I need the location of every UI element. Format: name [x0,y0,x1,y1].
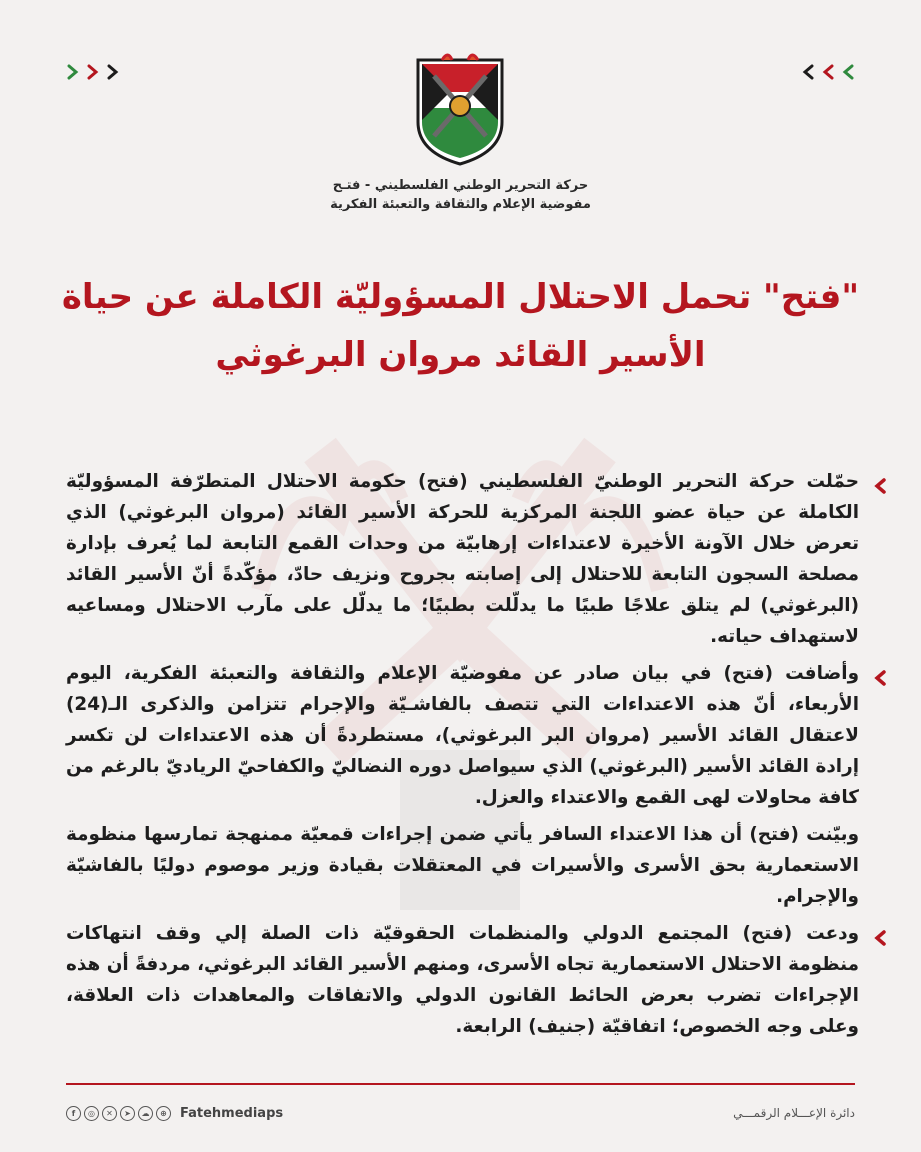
web-icon[interactable]: ⊕ [156,1106,171,1121]
chevron-red-icon [86,64,100,80]
chevron-black-icon [801,64,815,80]
instagram-icon[interactable]: ◎ [84,1106,99,1121]
statement-body [66,466,887,1048]
paragraph-2 [66,658,887,813]
chevron-red-icon [821,64,835,80]
paragraph-1-text: حمّلت حركة التحرير الوطنيّ الفلسطيني (فتح) حكومة الاحتلال المتطرّفة المسؤوليّة الكاملة عن حياة عضو اللجنة المركزية للحركة الأسير القائد (مروان البرغوثي) الذي تعرض خلال الآونة الأخيرة لاعتداءات إرهابيّة من وحدات القمع التابعة لما يُعرف بإدارة مصلحة السجون التابعة للاحتلال إلى إصابته بجروح ونزيف حادّ، مؤكّدةً أنّ الأسير القائد (البرغوثي) لم يتلق علاجًا طبيًا ما يدلّلت بطبيًا؛ ما يدلّل على مآرب الاحتلال ومساعيه لاستهداف حياته. [66,471,859,647]
chevron-green-icon [841,64,855,80]
bullet-chevron-icon [873,478,887,494]
fatah-emblem-logo [412,52,508,168]
decorative-chevrons-left [66,64,120,80]
bullet-chevron-icon [873,670,887,686]
headline-line1: "فتح" تحمل الاحتلال المسؤوليّة الكاملة عن حياة [61,277,860,317]
telegram-icon[interactable]: ➤ [120,1106,135,1121]
paragraph-4 [66,918,887,1042]
headline [40,268,881,384]
paragraph-4-text: ودعت (فتح) المجتمع الدولي والمنظمات الحقوقيّة ذات الصلة إلي وقف انتهاكات منظومة الاحتلال الاستعمارية تجاه الأسرى، ومنهم الأسير القائد البرغوثي، مردفةً أن هذه الإجراءات تضرب بعرض الحائط القانون الدولي والاتفاقات والمعاهدات ذات العلاقة، وعلى وجه الخصوص؛ اتفاقيّة (جنيف) الرابعة. [66,923,859,1037]
footer-divider [66,1083,855,1085]
chevron-green-icon [66,64,80,80]
org-name-line2: مفوضية الإعلام والثقافة والتعبئة الفكرية [330,197,591,212]
facebook-icon[interactable]: f [66,1106,81,1121]
bullet-chevron-icon [873,930,887,946]
department-name: دائرة الإعـــلام الرقمـــي [733,1106,855,1120]
chevron-black-icon [106,64,120,80]
decorative-chevrons-right [801,64,855,80]
social-handle[interactable]: Fatehmediaps [180,1106,284,1121]
x-icon[interactable]: ✕ [102,1106,117,1121]
paragraph-3-text: وبيّنت (فتح) أن هذا الاعتداء السافر يأتي ضمن إجراءات قمعيّة ممنهجة تمارسها منظومة الاستعمارية بحق الأسرى والأسيرات في المعتقلات بقيادة وزير موصوم دوليًا بالفاشيّة والإجرام. [66,824,859,907]
org-name-line1: حركة التحرير الوطني الفلسطيني - فتـح [332,178,589,193]
organization-name [0,176,921,214]
social-bar [66,1106,283,1121]
headline-line2: الأسير القائد مروان البرغوثي [215,335,706,375]
paragraph-1 [66,466,887,652]
soundcloud-icon[interactable]: ☁ [138,1106,153,1121]
paragraph-3 [66,819,887,912]
paragraph-2-text: وأضافت (فتح) في بيان صادر عن مفوضيّة الإعلام والثقافة والتعبئة الفكرية، اليوم الأربعاء، أنّ هذه الاعتداءات التي تتصف بالفاشـيّة والإجرام تتزامن والذكرى الـ(24) لاعتقال القائد الأسير (مروان البر البرغوثي)، مستطردةً أن هذه الاعتداءات لن تكسر إرادة القائد الأسير (البرغوثي) الذي سيواصل دوره النضاليّ والكفاحيّ الرياديّ بالرغم من كافة محاولات لهى القمع والاعتداء والعزل. [66,663,859,808]
